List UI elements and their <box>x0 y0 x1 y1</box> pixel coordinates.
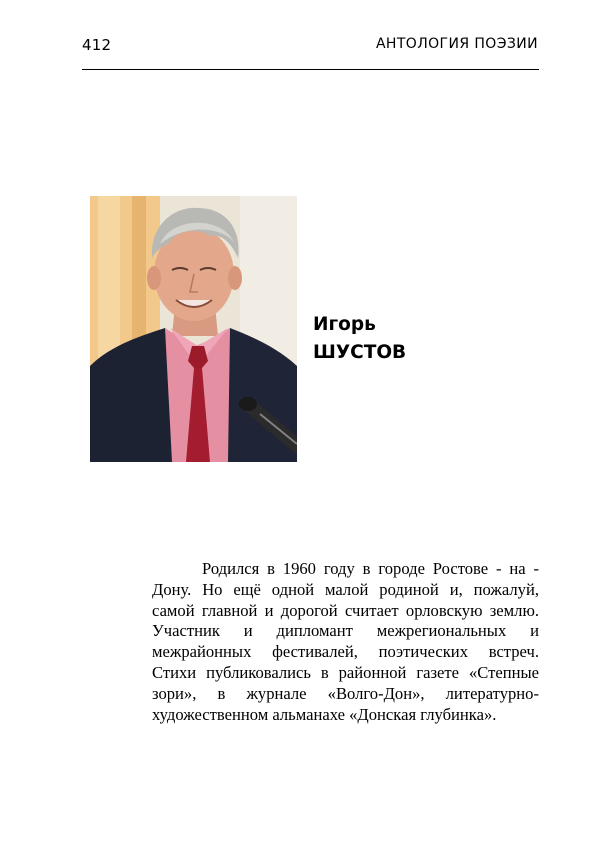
bio-line: Участник и дипломант межрегиональных и <box>152 621 539 641</box>
bio-line: Дону. Но ещё одной малой родиной и, пожалуй, <box>152 579 539 599</box>
author-first-name: Игорь <box>313 314 376 335</box>
bio-line: Родился в 1960 году в городе Ростове - на - <box>202 559 539 578</box>
header-rule <box>82 69 539 70</box>
running-title: АНТОЛОГИЯ ПОЭЗИИ <box>375 36 538 52</box>
bio-line: межрайонных фестивалей, поэтических встреч. <box>152 642 539 662</box>
bio-line: Стихи публиковались в районной газете «Степные <box>152 662 539 682</box>
bio-line: художественном альманахе «Донская глубинка». <box>152 704 497 724</box>
bio-line: самой главной и дорогой считает орловскую землю. <box>152 600 539 620</box>
author-last-name: ШУСТОВ <box>313 342 407 363</box>
page-header <box>82 36 538 58</box>
author-biography <box>152 559 539 725</box>
bio-line: зори», в журнале «Волго-Дон», литературно- <box>152 683 539 703</box>
page-number: 412 <box>82 36 112 54</box>
author-name <box>313 311 406 367</box>
author-portrait <box>90 196 297 462</box>
